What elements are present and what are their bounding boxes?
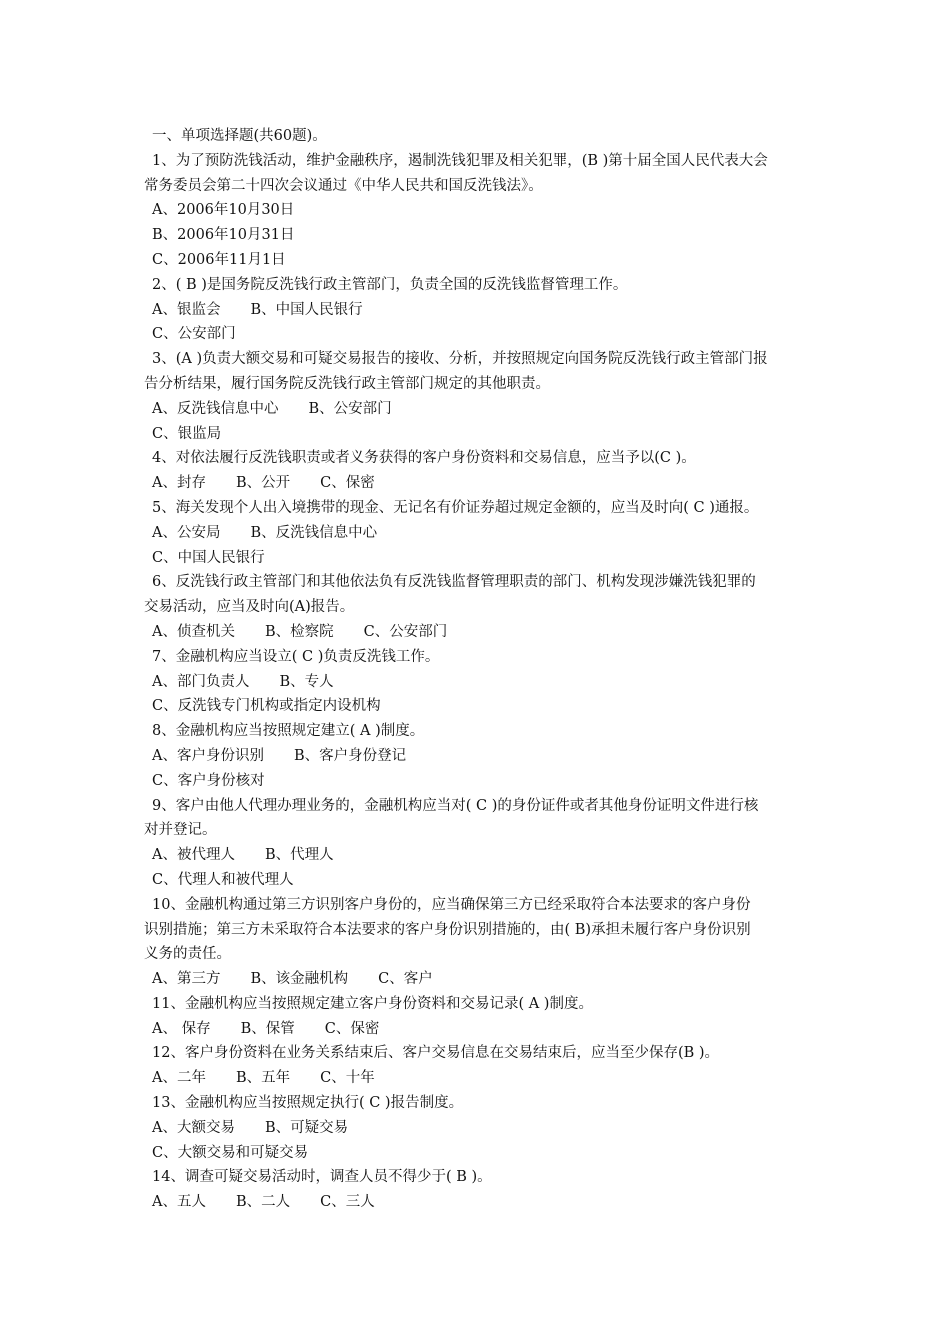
text-line: B、2006年10月31日: [152, 227, 295, 244]
text-line: 常务委员会第二十四次会议通过《中华人民共和国反洗钱法》。: [144, 177, 543, 194]
option-line: [144, 471, 812, 496]
answer-option: B、二人: [235, 1194, 291, 1211]
text-line: 13、金融机构应当按照规定执行( C )报告制度。: [152, 1095, 464, 1112]
option-line: [144, 620, 812, 645]
text-line: A、2006年10月30日: [152, 202, 295, 219]
text-line: C、公安部门: [152, 326, 236, 343]
text-line: 14、调查可疑交易活动时，调查人员不得少于( B )。: [152, 1169, 492, 1186]
answer-option: C、十年: [320, 1070, 375, 1087]
answer-option: B、保管: [240, 1020, 295, 1037]
text-line: 11、金融机构应当按照规定建立客户身份资料和交易记录( A )制度。: [152, 995, 593, 1012]
answer-option: A、部门负责人: [152, 673, 250, 690]
text-line: C、2006年11月1日: [152, 251, 286, 268]
answer-option: C、三人: [320, 1194, 375, 1211]
answer-option: A、客户身份识别: [152, 747, 264, 764]
text-line: 7、金融机构应当设立( C )负责反洗钱工作。: [152, 648, 440, 665]
option-line: [144, 1066, 812, 1091]
text-line: C、反洗钱专门机构或指定内设机构: [152, 698, 381, 715]
text-line: 识别措施；第三方未采取符合本法要求的客户身份识别措施的，由( B)承担未履行客户身份识别: [144, 921, 751, 938]
answer-option: A、银监会: [152, 301, 221, 318]
text-line: C、大额交易和可疑交易: [152, 1144, 309, 1161]
text-line: 6、反洗钱行政主管部门和其他依法负有反洗钱监督管理职责的部门、机构发现涉嫌洗钱犯罪的: [152, 574, 756, 591]
answer-option: C、公安部门: [363, 623, 448, 640]
answer-option: B、代理人: [264, 847, 334, 864]
answer-option: C、客户: [378, 971, 433, 988]
answer-option: A、封存: [152, 475, 206, 492]
option-line: [144, 298, 812, 323]
text-line: C、代理人和被代理人: [152, 871, 294, 888]
option-line: [144, 843, 812, 868]
text-line: 3、(A )负责大额交易和可疑交易报告的接收、分析，并按照规定向国务院反洗钱行政主管部门报: [152, 351, 768, 368]
answer-option: B、客户身份登记: [293, 747, 407, 764]
answer-option: B、公安部门: [308, 400, 392, 417]
option-line: [144, 967, 812, 992]
option-line: [144, 670, 812, 695]
text-line: 8、金融机构应当按照规定建立( A )制度。: [152, 723, 425, 740]
text-line: C、客户身份核对: [152, 772, 265, 789]
option-line: [144, 1116, 812, 1141]
answer-option: A、被代理人: [152, 847, 235, 864]
answer-option: A、侦查机关: [152, 623, 235, 640]
answer-option: A、大额交易: [152, 1119, 235, 1136]
answer-option: A、五人: [152, 1194, 206, 1211]
text-line: 5、海关发现个人出入境携带的现金、无记名有价证券超过规定金额的，应当及时向( C )通报。: [152, 499, 759, 516]
text-line: 2、( B )是国务院反洗钱行政主管部门，负责全国的反洗钱监督管理工作。: [152, 276, 628, 293]
answer-option: C、保密: [320, 475, 375, 492]
text-line: 对并登记。: [144, 822, 217, 839]
answer-option: B、专人: [279, 673, 334, 690]
text-line: 义务的责任。: [144, 946, 231, 963]
answer-option: A、二年: [152, 1070, 206, 1087]
text-line: 4、对依法履行反洗钱职责或者义务获得的客户身份资料和交易信息，应当予以(C )。: [152, 450, 696, 467]
text-line: 告分析结果，履行国务院反洗钱行政主管部门规定的其他职责。: [144, 375, 550, 392]
answer-option: B、反洗钱信息中心: [250, 524, 378, 541]
answer-option: A、第三方: [152, 971, 221, 988]
text-line: 10、金融机构通过第三方识别客户身份的，应当确保第三方已经采取符合本法要求的客户身份: [152, 896, 751, 913]
answer-option: A、 保存: [152, 1020, 211, 1037]
text-line: C、银监局: [152, 425, 222, 442]
answer-option: B、可疑交易: [264, 1119, 349, 1136]
text-line: 一、单项选择题(共60题)。: [152, 128, 327, 144]
option-line: [144, 521, 812, 546]
option-line: [144, 1017, 812, 1042]
answer-option: A、公安局: [152, 524, 221, 541]
option-line: [144, 397, 812, 422]
text-line: 12、客户身份资料在业务关系结束后、客户交易信息在交易结束后，应当至少保存(B )。: [152, 1045, 720, 1062]
text-line: C、中国人民银行: [152, 549, 265, 566]
text-line: 1、为了预防洗钱活动，维护金融秩序，遏制洗钱犯罪及相关犯罪，(B )第十届全国人民代表大会: [152, 152, 768, 169]
answer-option: B、公开: [235, 475, 291, 492]
answer-option: B、中国人民银行: [250, 301, 363, 318]
answer-option: B、该金融机构: [250, 971, 349, 988]
text-line: 9、客户由他人代理办理业务的，金融机构应当对( C )的身份证件或者其他身份证明文件进行核: [152, 797, 759, 814]
answer-option: C、保密: [324, 1020, 380, 1037]
answer-option: B、检察院: [264, 623, 334, 640]
text-line: 交易活动，应当及时向(A)报告。: [144, 599, 355, 616]
document-body: [144, 124, 812, 1215]
option-line: [144, 1190, 812, 1215]
option-line: [144, 744, 812, 769]
answer-option: A、反洗钱信息中心: [152, 400, 279, 417]
answer-option: B、五年: [235, 1070, 291, 1087]
